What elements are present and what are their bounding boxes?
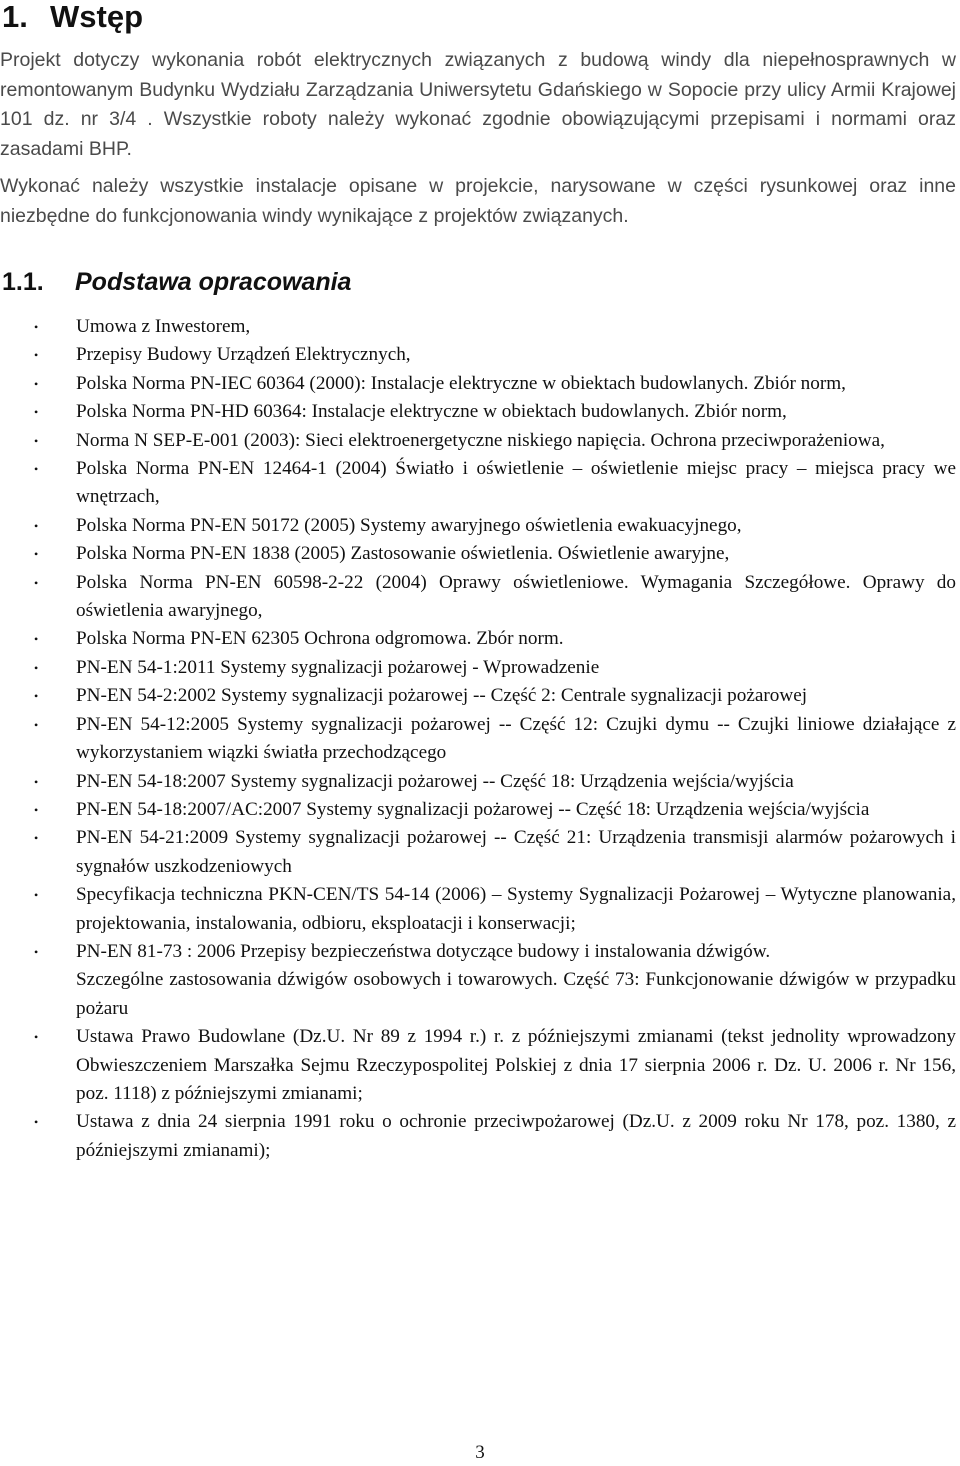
list-item (0, 512, 960, 540)
references-list (0, 313, 960, 1165)
subsection-title: Podstawa opracowania (75, 268, 352, 296)
list-item-text: Polska Norma PN-EN 12464-1 (2004) Światło i oświetlenie – oświetlenie miejsc pracy – miejsca pracy we wnętrzach, (76, 458, 956, 508)
list-item-text: Polska Norma PN-EN 50172 (2005) Systemy awaryjnego oświetlenia ewakuacyjnego, (76, 514, 742, 536)
list-item (0, 682, 960, 710)
intro-paragraph: Projekt dotyczy wykonania robót elektrycznych związanych z budową windy dla niepełnosprawnych w remontowanym Budynku Wydziału Zarządzania Uniwersytetu Gdańskiego w Sopocie przy ulicy Armii Krajowej 101 dz. nr 3/4 . Wszystkie roboty należy wykonać zgodnie obowiązującymi przepisami i normami oraz zasadami BHP. (0, 49, 956, 160)
bullet-icon: • (34, 575, 39, 590)
list-item (0, 341, 960, 369)
list-item (0, 711, 960, 768)
bullet-icon: • (34, 888, 39, 903)
list-item-text: PN-EN 54-12:2005 Systemy sygnalizacji pożarowej -- Część 12: Czujki dymu -- Czujki liniowe działające z wykorzystaniem wiązki światła przechodzącego (76, 713, 956, 764)
list-item (0, 768, 960, 796)
list-item-text: PN-EN 54-18:2007 Systemy sygnalizacji pożarowej -- Część 18: Urządzenia wejścia/wyjścia (76, 770, 794, 792)
list-item (0, 625, 960, 653)
subsection-heading (2, 265, 351, 299)
list-item (0, 370, 960, 398)
bullet-icon: • (34, 632, 39, 647)
subsection-number: 1.1. (2, 268, 44, 296)
list-item-text: Specyfikacja techniczna PKN-CEN/TS 54-14 (2006) – Systemy Sygnalizacji Pożarowej – Wytyczne planowania, projektowania, instalowania, odbioru, eksploatacji i konserwacji; (76, 884, 956, 934)
list-item-text: Przepisy Budowy Urządzeń Elektrycznych, (76, 344, 411, 366)
bullet-icon: • (34, 433, 39, 448)
bullet-icon: • (34, 944, 39, 959)
list-item-text: Szczególne zastosowania dźwigów osobowych i towarowych. Część 73: Funkcjonowanie dźwigów w przypadku pożaru (76, 969, 956, 1019)
bullet-icon: • (34, 320, 39, 334)
list-item-text: PN-EN 54-1:2011 Systemy sygnalizacji pożarowej - Wprowadzenie (76, 656, 600, 678)
list-item (0, 796, 960, 824)
bullet-icon: • (34, 1030, 39, 1045)
bullet-icon: • (34, 774, 39, 789)
list-item-text: PN-EN 81-73 : 2006 Przepisy bezpieczeństwa dotyczące budowy i instalowania dźwigów. (76, 940, 771, 962)
section-title: Wstęp (50, 0, 143, 34)
list-item (0, 966, 960, 1023)
bullet-icon: • (34, 405, 39, 420)
list-item (0, 1023, 960, 1108)
list-item (0, 569, 960, 626)
list-item (0, 654, 960, 682)
bullet-icon: • (34, 376, 39, 391)
list-item-text: Polska Norma PN-EN 60598-2-22 (2004) Oprawy oświetleniowe. Wymagania Szczegółowe. Oprawy do oświetlenia awaryjnego, (76, 571, 956, 622)
bullet-icon: • (34, 348, 39, 363)
list-item (0, 540, 960, 568)
page-number: 3 (475, 1442, 485, 1463)
list-item-text: PN-EN 54-18:2007/AC:2007 Systemy sygnalizacji pożarowej -- Część 18: Urządzenia wejścia/wyjścia (76, 798, 870, 820)
list-item-text: Polska Norma PN-HD 60364: Instalacje elektryczne w obiektach budowlanych. Zbiór norm, (76, 401, 787, 423)
list-item-text: Polska Norma PN-IEC 60364 (2000): Instalacje elektryczne w obiektach budowlanych. Zbiór norm, (76, 372, 846, 394)
bullet-icon: • (34, 518, 39, 533)
list-item-text: Polska Norma PN-EN 62305 Ochrona odgromowa. Zbór norm. (76, 628, 564, 650)
list-item-text: Norma N SEP-E-001 (2003): Sieci elektroenergetyczne niskiego napięcia. Ochrona przeciwporażeniowa, (76, 429, 885, 451)
bullet-icon: • (34, 831, 39, 846)
bullet-icon: • (34, 660, 39, 675)
bullet-icon: • (34, 547, 39, 562)
list-item (0, 824, 960, 881)
list-item (0, 313, 960, 341)
list-item-text: PN-EN 54-2:2002 Systemy sygnalizacji pożarowej -- Część 2: Centrale sygnalizacji pożarowej (76, 685, 808, 707)
list-item-text: PN-EN 54-21:2009 Systemy sygnalizacji pożarowej -- Część 21: Urządzenia transmisji alarmów pożarowych i sygnałów uszkodzeniowych (76, 827, 956, 877)
list-item (0, 938, 960, 966)
list-item-text: Ustawa z dnia 24 sierpnia 1991 roku o ochronie przeciwpożarowej (Dz.U. z 2009 roku Nr 178, poz. 1380, z późniejszymi zmianami); (76, 1111, 956, 1161)
intro-paragraph: Wykonać należy wszystkie instalacje opisane w projekcie, narysowane w części rysunkowej oraz inne niezbędne do funkcjonowania windy wynikające z projektów związanych. (0, 175, 956, 227)
list-item-text: Ustawa Prawo Budowlane (Dz.U. Nr 89 z 1994 r.) r. z późniejszymi zmianami (tekst jednolity wprowadzony Obwieszczeniem Marszałka Sejmu Rzeczypospolitej Polskiej z dnia 17 sierpnia 2006 r. Dz. U. 2006 r. Nr 156, poz. 1118) z późniejszymi zmianami; (76, 1026, 956, 1104)
list-item (0, 455, 960, 512)
list-item (0, 881, 960, 938)
list-item-text: Polska Norma PN-EN 1838 (2005) Zastosowanie oświetlenia. Oświetlenie awaryjne, (76, 543, 730, 565)
list-item (0, 1108, 960, 1165)
list-item (0, 427, 960, 455)
bullet-icon: • (34, 462, 39, 477)
list-item-text: Umowa z Inwestorem, (76, 316, 251, 337)
section-heading (2, 0, 143, 34)
bullet-icon: • (34, 717, 39, 732)
bullet-icon: • (34, 689, 39, 704)
bullet-icon: • (34, 1115, 39, 1130)
list-item (0, 398, 960, 426)
bullet-icon: • (34, 802, 39, 817)
section-number: 1. (2, 0, 28, 34)
